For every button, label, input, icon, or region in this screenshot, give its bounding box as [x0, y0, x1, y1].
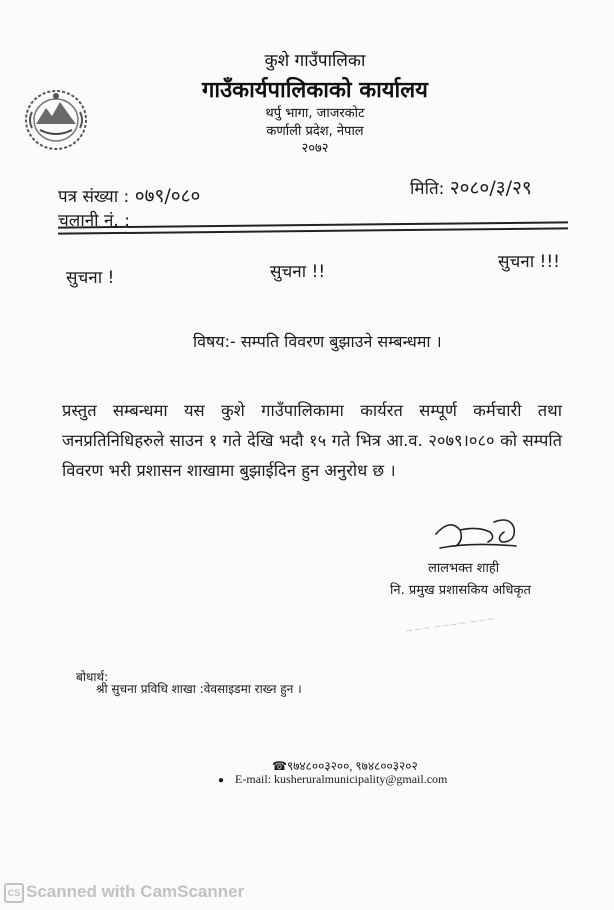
cc-line: श्री सुचना प्रविधि शाखा :वेवसाइडमा राख्न हुन । [96, 682, 302, 696]
scanner-watermark-text: Scanned with CamScanner [26, 882, 245, 901]
bullet-icon: ● [218, 775, 225, 786]
letter-subject: विषय:- सम्पति विवरण बुझाउने सम्बन्धमा । [193, 332, 442, 351]
cc-label: बोधार्थ: [76, 670, 109, 684]
contact-email-row [218, 772, 447, 787]
municipality-emblem [22, 86, 90, 152]
contact-email: E-mail: kusheruralmunicipality@gmail.com [235, 772, 448, 786]
letter-date [410, 174, 532, 200]
letter-body: प्रस्तुत सम्बन्धमा यस कुशे गाउँपालिकामा कार्यरत सम्पूर्ण कर्मचारी तथा जनप्रतिनिधिहरुले साउन १ गते देखि भदौ १५ गते भित्र आ.व. २०७९।०८० को सम्पति विवरण भरी प्रशासन शाखामा बुझाईदिन हुन अनुरोध छ । [62, 401, 562, 480]
signatory-title: नि. प्रमुख प्रशासकिय अधिकृत [390, 583, 531, 598]
letter-number-label: पत्र संख्या : [58, 187, 130, 207]
signatory-name: लालभक्त शाही [428, 561, 500, 576]
date-value: २०८०/३/२९ [449, 177, 532, 199]
letter-number [58, 182, 200, 208]
scanner-watermark [4, 882, 244, 903]
letter-number-value: ०७९/०८० [134, 185, 201, 207]
org-name-line1: कुशे गाउँपालिका [264, 51, 366, 71]
address-line1: थर्पु भागा, जाजरकोट [265, 106, 365, 121]
dispatch-number-label: चलानी नं. : [58, 211, 130, 231]
camscanner-logo-icon: CS [4, 883, 24, 903]
handwritten-signature [430, 512, 522, 556]
faint-stamp-mark: ~~~ ~~~~ ~~~ [404, 613, 496, 638]
telephone-icon: ☎ [272, 759, 287, 773]
address-line2: कर्णाली प्रदेश, नेपाल [266, 124, 364, 139]
date-label: मिति: [410, 179, 445, 199]
notice-heading-center: सुचना !! [270, 262, 326, 282]
divider-bottom [58, 227, 568, 234]
notice-heading-right: सुचना !!! [498, 252, 560, 272]
org-name-line2: गाउँकार्यपालिकाको कार्यालय [202, 78, 428, 103]
notice-heading-left: सुचना ! [66, 268, 115, 288]
establishment-year: २०७२ [301, 141, 329, 156]
phone-numbers: ९७४८००३२००, ९७४८००३२०२ [286, 759, 418, 773]
